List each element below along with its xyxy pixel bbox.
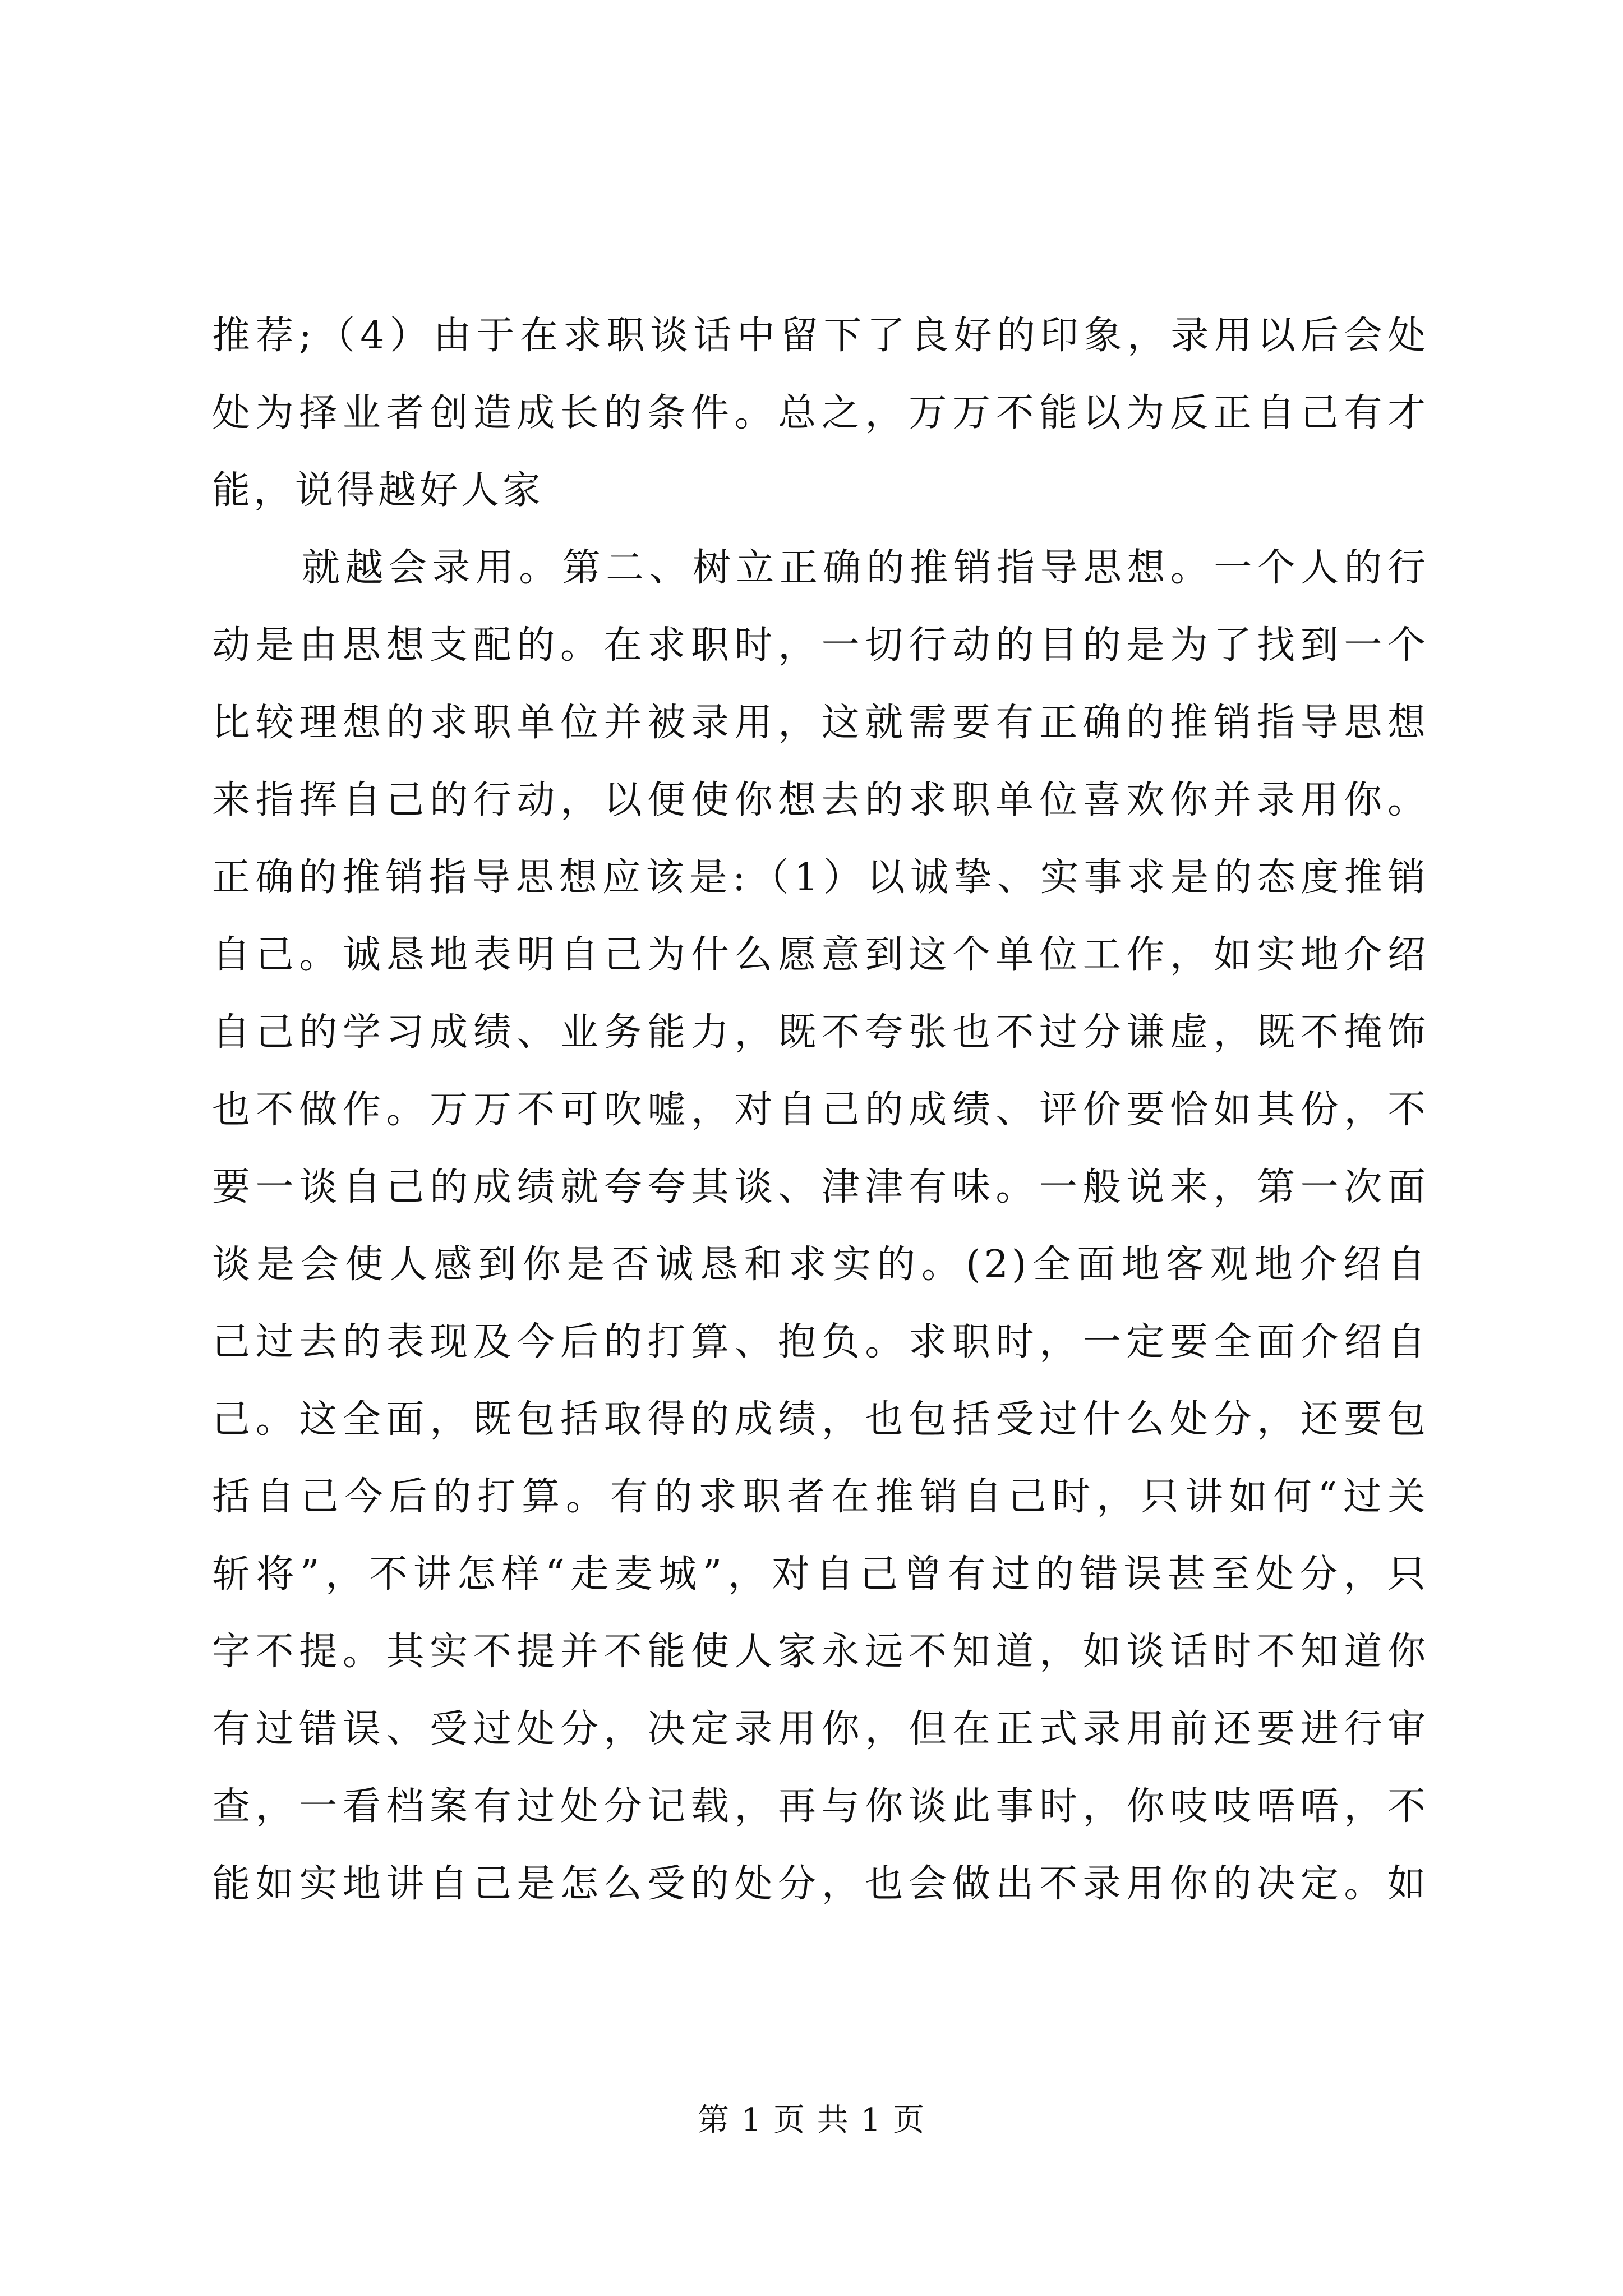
text-line: 己过去的表现及今后的打算、抱负。求职时，一定要全面介绍自 (212, 1320, 1429, 1364)
text-line: 推荐;（4）由于在求职谈话中留下了良好的印象，录用以后会处 (212, 314, 1429, 358)
text-line: 要一谈自己的成绩就夸夸其谈、津津有味。一般说来，第一次面 (212, 1165, 1429, 1209)
text-line: 处为择业者创造成长的条件。总之，万万不能以为反正自己有才 (212, 391, 1429, 435)
text-line: 斩将”，不讲怎样“走麦城”，对自己曾有过的错误甚至处分，只 (212, 1552, 1429, 1596)
text-line: 谈是会使人感到你是否诚恳和求实的。(2)全面地客观地介绍自 (212, 1243, 1429, 1287)
page-footer: 第 1 页 共 1 页 (697, 2102, 926, 2138)
text-line: 自己。诚恳地表明自己为什么愿意到这个单位工作，如实地介绍 (212, 933, 1429, 977)
text-line: 查，一看档案有过处分记载，再与你谈此事时，你吱吱唔唔，不 (212, 1784, 1429, 1829)
text-line: 动是由思想支配的。在求职时，一切行动的目的是为了找到一个 (212, 623, 1429, 668)
text-line: 能，说得越好人家 (212, 468, 545, 513)
text-line: 字不提。其实不提并不能使人家永远不知道，如谈话时不知道你 (212, 1630, 1429, 1674)
text-line: 有过错误、受过处分，决定录用你，但在正式录用前还要进行审 (212, 1707, 1429, 1751)
text-line: 正确的推销指导思想应该是:（1）以诚挚、实事求是的态度推销 (212, 855, 1429, 900)
body-text (212, 297, 1429, 1923)
text-line: 己。这全面，既包括取得的成绩，也包括受过什么处分，还要包 (212, 1397, 1429, 1442)
text-line: 能如实地讲自己是怎么受的处分，也会做出不录用你的决定。如 (212, 1862, 1429, 1906)
text-line: 就越会录用。第二、树立正确的推销指导思想。一个人的行 (302, 546, 1429, 590)
text-line: 括自己今后的打算。有的求职者在推销自己时，只讲如何“过关 (212, 1475, 1429, 1519)
text-line: 也不做作。万万不可吹嘘，对自己的成绩、评价要恰如其份，不 (212, 1088, 1429, 1132)
text-line: 自己的学习成绩、业务能力，既不夸张也不过分谦虚，既不掩饰 (212, 1010, 1429, 1055)
text-line: 比较理想的求职单位并被录用，这就需要有正确的推销指导思想 (212, 701, 1429, 745)
text-line: 来指挥自己的行动，以便使你想去的求职单位喜欢你并录用你。 (212, 778, 1429, 822)
